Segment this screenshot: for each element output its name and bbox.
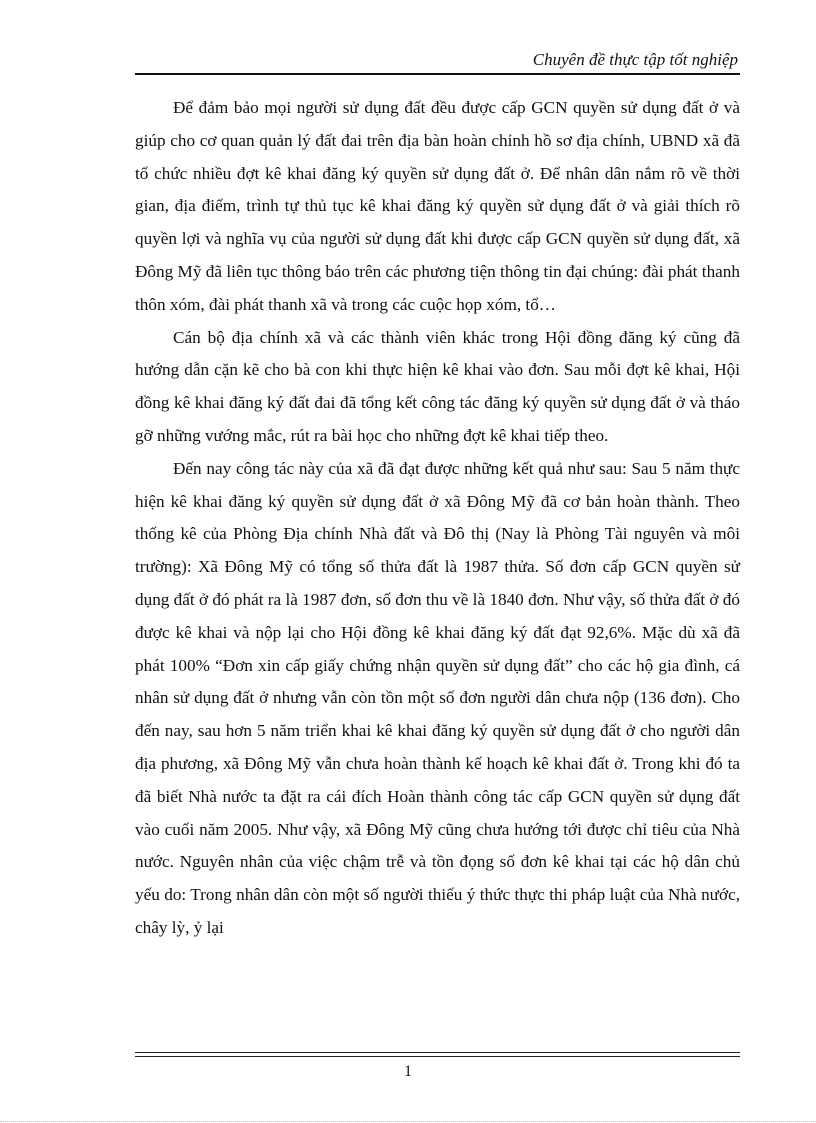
body-text xyxy=(135,92,740,945)
paragraph: Để đảm bảo mọi người sử dụng đất đều được cấp GCN quyền sử dụng đất ở và giúp cho cơ quan quản lý đất đai trên địa bàn hoàn chỉnh hồ sơ địa chính, UBND xã đã tổ chức nhiều đợt kê khai đăng ký quyền sử dụng đất ở. Để nhân dân nắm rõ về thời gian, địa điểm, trình tự thủ tục kê khai đăng ký quyền sử dụng đất ở và giải thích rõ quyền lợi và nghĩa vụ của người sử dụng đất khi được cấp GCN quyền sử dụng đất, xã Đông Mỹ đã liên tục thông báo trên các phương tiện thông tin đại chúng: đài phát thanh thôn xóm, đài phát thanh xã và trong các cuộc họp xóm, tổ… xyxy=(135,98,740,314)
paragraph: Cán bộ địa chính xã và các thành viên khác trong Hội đồng đăng ký cũng đã hướng dẫn cặn kẽ cho bà con khi thực hiện kê khai vào đơn. Sau mỗi đợt kê khai, Hội đồng kê khai đăng ký đất đai đã tổng kết công tác đăng ký quyền sử dụng đất ở và tháo gỡ những vướng mắc, rút ra bài học cho những đợt kê khai tiếp theo. xyxy=(135,327,740,445)
paragraph: Đến nay công tác này của xã đã đạt được những kết quả như sau: Sau 5 năm thực hiện kê khai đăng ký quyền sử dụng đất ở xã Đông Mỹ đã cơ bản hoàn thành. Theo thống kê của Phòng Địa chính Nhà đất và Đô thị (Nay là Phòng Tài nguyên và môi trường): Xã Đông Mỹ có tổng số thửa đất là 1987 thửa. Số đơn cấp GCN quyền sử dụng đất ở đó phát ra là 1987 đơn, số đơn thu về là 1840 đơn. Như vậy, số thửa đất ở đó được kê khai và nộp lại cho Hội đồng kê khai đăng ký đất đạt 92,6%. Mặc dù xã đã phát 100% “Đơn xin cấp giấy chứng nhận quyền sử dụng đất” cho các hộ gia đình, cá nhân sử dụng đất ở nhưng vẫn còn tồn một số đơn người dân chưa nộp (136 đơn). Cho đến nay, sau hơn 5 năm triển khai kê khai đăng ký quyền sử dụng đất ở cho người dân địa phương, xã Đông Mỹ vẫn chưa hoàn thành kế hoạch kê khai đất ở. Trong khi đó ta đã biết Nhà nước ta đặt ra cái đích Hoàn thành công tác cấp GCN quyền sử dụng đất vào cuối năm 2005. Như vậy, xã Đông Mỹ cũng chưa hướng tới được chỉ tiêu của Nhà nước. Nguyên nhân của việc chậm trễ và tồn đọng số đơn kê khai tại các hộ dân chủ yếu do: Trong nhân dân còn một số người thiếu ý thức thực thi pháp luật của Nhà nước, chây lỳ, ỷ lại xyxy=(135,458,740,937)
header-divider xyxy=(135,73,740,75)
footer-divider xyxy=(135,1052,740,1057)
page-number: 1 xyxy=(404,1063,412,1080)
running-header: Chuyên đề thực tập tốt nghiệp xyxy=(532,50,738,69)
